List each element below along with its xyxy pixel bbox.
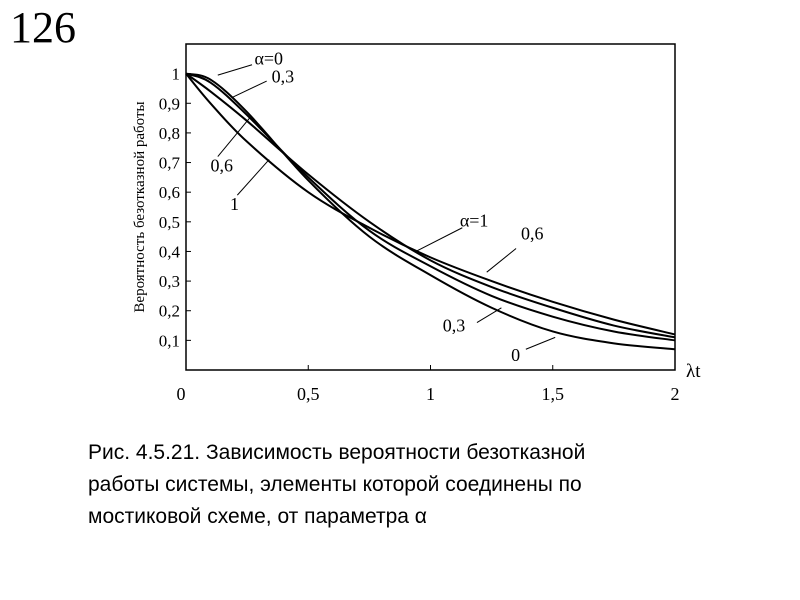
curve-annotation: α=1: [459, 210, 489, 231]
curve-annotation: 1: [230, 193, 240, 214]
y-axis-label: Вероятность безотказной работы: [132, 101, 148, 313]
annotation-leader: [477, 308, 501, 323]
series-line-0: [186, 74, 675, 350]
y-tick-label: 0,1: [158, 331, 180, 351]
curve-annotation: α=0: [254, 48, 284, 69]
caption-line-1: Рис. 4.5.21. Зависимость вероятности безотказной: [88, 441, 586, 464]
x-tick-label: 2: [670, 384, 680, 404]
x-tick-label: 0,5: [297, 384, 320, 404]
page-number: 126: [10, 3, 76, 52]
y-tick-label: 0,3: [158, 272, 180, 292]
y-tick-label: 1: [171, 64, 180, 84]
x-tick-label: 0: [176, 384, 186, 404]
y-tick-label: 0,4: [158, 242, 180, 262]
curve-annotation: 0: [511, 345, 521, 366]
series-line-3: [186, 74, 675, 335]
y-tick-label: 0,8: [158, 123, 180, 143]
annotation-leader: [218, 118, 250, 157]
y-tick-label: 0,7: [158, 153, 180, 173]
x-axis-label: λt: [686, 361, 701, 382]
annotation-leader: [237, 160, 269, 196]
caption-line-3: мостиковой схеме, от параметра α: [88, 505, 427, 528]
annotation-leader: [218, 65, 252, 75]
series-line-1: [186, 74, 675, 341]
annotation-leader: [526, 337, 555, 349]
curve-annotation: 0,3: [442, 315, 466, 336]
x-tick-label: 1: [426, 384, 435, 404]
x-tick-label: 1,5: [541, 384, 564, 404]
y-tick-label: 0,5: [158, 212, 180, 232]
curve-annotation: 0,6: [520, 223, 544, 244]
y-tick-label: 0,9: [158, 94, 180, 114]
curve-annotation: 0,6: [210, 155, 233, 176]
annotation-leader: [487, 248, 516, 272]
caption: [88, 437, 748, 533]
plot-frame: [186, 44, 675, 370]
annotation-leader: [416, 228, 462, 252]
series-line-2: [186, 74, 675, 338]
caption-line-2: работы системы, элементы которой соединены по: [88, 473, 582, 496]
y-tick-label: 0,2: [158, 301, 180, 321]
curve-annotation: 0,3: [271, 66, 295, 87]
annotation-leader: [232, 81, 266, 97]
y-tick-label: 0,6: [158, 183, 180, 203]
